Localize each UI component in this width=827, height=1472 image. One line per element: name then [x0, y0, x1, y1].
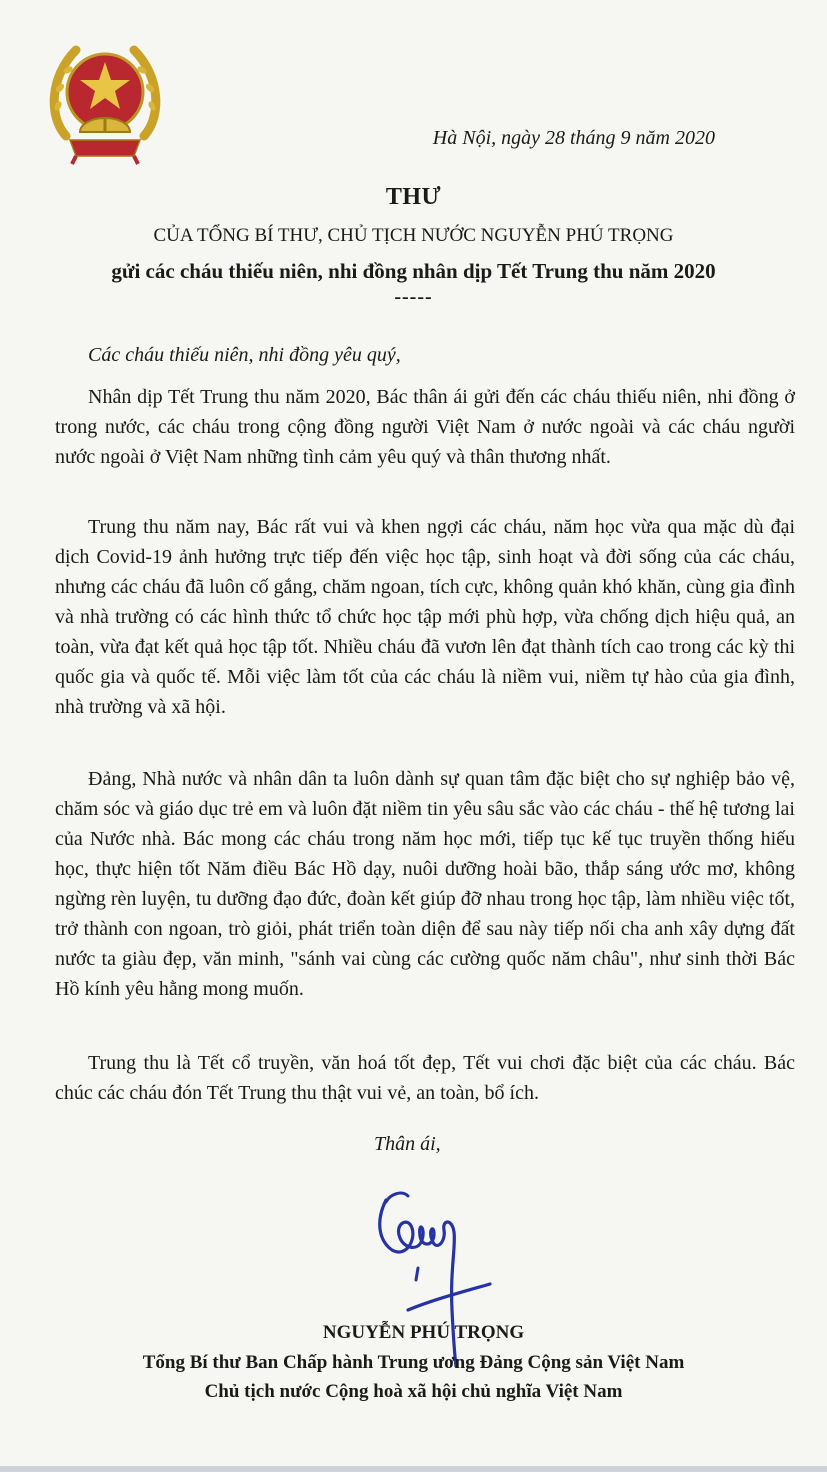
signer-title-secondary: Chủ tịch nước Cộng hoà xã hội chủ nghĩa Việt Nam [204, 1381, 623, 1402]
letter-title: THƯ [385, 184, 442, 210]
separator: ----- [394, 286, 433, 308]
salutation: Các cháu thiếu niên, nhi đồng yêu quý, [88, 344, 401, 366]
page-bottom-edge [0, 1466, 827, 1472]
paragraph: Nhân dịp Tết Trung thu năm 2020, Bác thân ái gửi đến các cháu thiếu niên, nhi đồng ở trong nước, các cháu trong cộng đồng người Việt Nam ở nước ngoài và các cháu người nước ngoài ở Việt Nam những tình cảm yêu quý và thân thương nhất. [55, 386, 795, 468]
paragraph: Trung thu là Tết cổ truyền, văn hoá tốt đẹp, Tết vui chơi đặc biệt của các cháu. Bác chúc các cháu đón Tết Trung thu thật vui vẻ, an toàn, bổ ích. [55, 1052, 795, 1104]
closing: Thân ái, [374, 1133, 441, 1155]
paragraph: Trung thu năm nay, Bác rất vui và khen ngợi các cháu, năm học vừa qua mặc dù đại dịch Covid-19 ảnh hưởng trực tiếp đến việc học tập, sinh hoạt và đời sống của các cháu, nhưng các cháu đã luôn cố gắng, chăm ngoan, tích cực, không quản khó khăn, cùng gia đình và nhà trường có các hình thức tổ chức học tập mới phù hợp, vừa chống dịch hiệu quả, an toàn, vừa đạt kết quả học tập tốt. Nhiều cháu đã vươn lên đạt thành tích cao trong các kỳ thi quốc gia và quốc tế. Mỗi việc làm tốt của các cháu là niềm vui, niềm tự hào của gia đình, nhà trường và xã hội. [55, 516, 795, 718]
dateline: Hà Nội, ngày 28 tháng 9 năm 2020 [432, 127, 715, 149]
signer-title: Tổng Bí thư Ban Chấp hành Trung ương Đảng Cộng sản Việt Nam [142, 1352, 685, 1373]
paragraph: Đảng, Nhà nước và nhân dân ta luôn dành sự quan tâm đặc biệt cho sự nghiệp bảo vệ, chăm sóc và giáo dục trẻ em và luôn đặt niềm tin yêu sâu sắc vào các cháu - thế hệ tương lai của Nước nhà. Bác mong các cháu trong năm học mới, tiếp tục kế tục truyền thống hiếu học, thực hiện tốt Năm điều Bác Hồ dạy, nuôi dưỡng hoài bão, thắp sáng ước mơ, không ngừng rèn luyện, tu dưỡng đạo đức, đoàn kết giúp đỡ nhau trong học tập, làm nhiều việc tốt, trở thành con ngoan, trò giỏi, phát triển toàn diện để sau này tiếp nối cha anh xây dựng đất nước ta giàu đẹp, văn minh, "sánh vai cùng các cường quốc năm châu", như sinh thời Bác Hồ kính yêu hằng mong muốn. [55, 768, 795, 1000]
signer-name: NGUYỄN PHÚ TRỌNG [322, 1322, 525, 1343]
letter-subtitle: CỦA TỔNG BÍ THƯ, CHỦ TỊCH NƯỚC NGUYỄN PHÚ TRỌNG [153, 225, 674, 246]
letter-recipient-line: gửi các cháu thiếu niên, nhi đồng nhân dịp Tết Trung thu năm 2020 [111, 259, 716, 283]
